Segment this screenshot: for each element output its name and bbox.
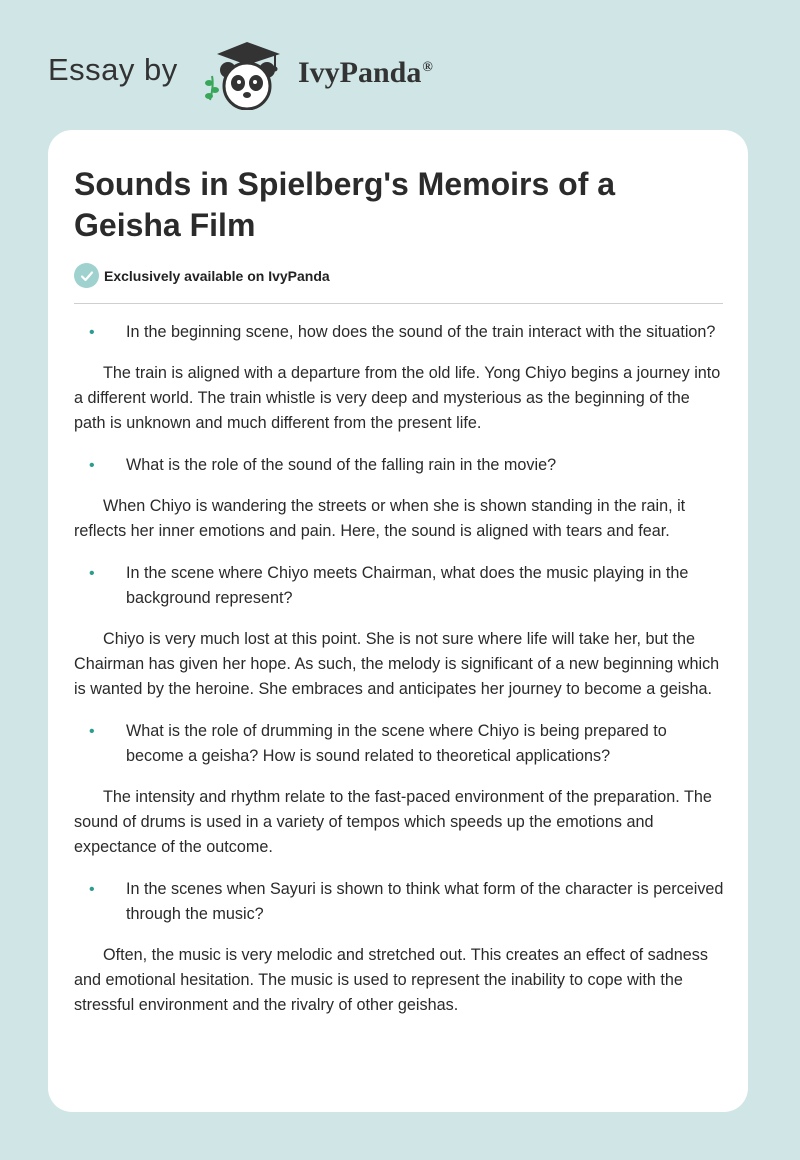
bullet-icon: • <box>89 565 95 582</box>
divider <box>74 303 723 304</box>
answer-paragraph: The train is aligned with a departure from the old life. Yong Chiyo begins a journey into a different world. The train whistle is very deep and mysterious as the beginning of the path is unknown and much different from the present life. <box>74 364 721 432</box>
bullet-icon: • <box>89 881 95 898</box>
essay-by-label: Essay by <box>48 52 178 87</box>
bullet-icon: • <box>89 723 95 740</box>
exclusive-badge <box>74 263 330 288</box>
brand-name[interactable]: IvyPanda® <box>298 56 433 89</box>
badge-text: Exclusively available on IvyPanda <box>104 267 330 284</box>
site-header <box>48 38 748 118</box>
question-item: • In the scene where Chiyo meets Chairman, what does the music playing in the background represent? <box>74 561 724 611</box>
answer-paragraph: Often, the music is very melodic and stretched out. This creates an effect of sadness and emotional hesitation. The music is used to represent the inability to cope with the stressful environment and the rivalry of other geishas. <box>74 946 708 1014</box>
essay-content <box>74 320 724 1035</box>
check-icon <box>74 263 99 288</box>
question-item: • What is the role of the sound of the falling rain in the movie? <box>74 453 724 478</box>
answer-paragraph: When Chiyo is wandering the streets or when she is shown standing in the rain, it reflects her inner emotions and pain. Here, the sound is aligned with tears and fear. <box>74 497 686 540</box>
bullet-icon: • <box>89 457 95 474</box>
question-item: • In the beginning scene, how does the sound of the train interact with the situation? <box>74 320 724 345</box>
answer-paragraph: The intensity and rhythm relate to the fast-paced environment of the preparation. The sound of drums is used in a variety of tempos which speeds up the emotions and expectance of the outcome. <box>74 788 712 856</box>
essay-card <box>48 130 748 1112</box>
question-item: • In the scenes when Sayuri is shown to think what form of the character is perceived through the music? <box>74 877 724 927</box>
page-title: Sounds in Spielberg's Memoirs of a Geisha Film <box>74 166 616 243</box>
answer-paragraph: Chiyo is very much lost at this point. She is not sure where life will take her, but the Chairman has given her hope. As such, the melody is significant of a new beginning which is wanted by the heroine. She embraces and anticipates her journey to become a geisha. <box>74 630 720 698</box>
bullet-icon: • <box>89 324 95 341</box>
ivypanda-logo-icon[interactable] <box>202 38 292 110</box>
question-item: • What is the role of drumming in the scene where Chiyo is being prepared to become a geisha? How is sound related to theoretical applications? <box>74 719 724 769</box>
